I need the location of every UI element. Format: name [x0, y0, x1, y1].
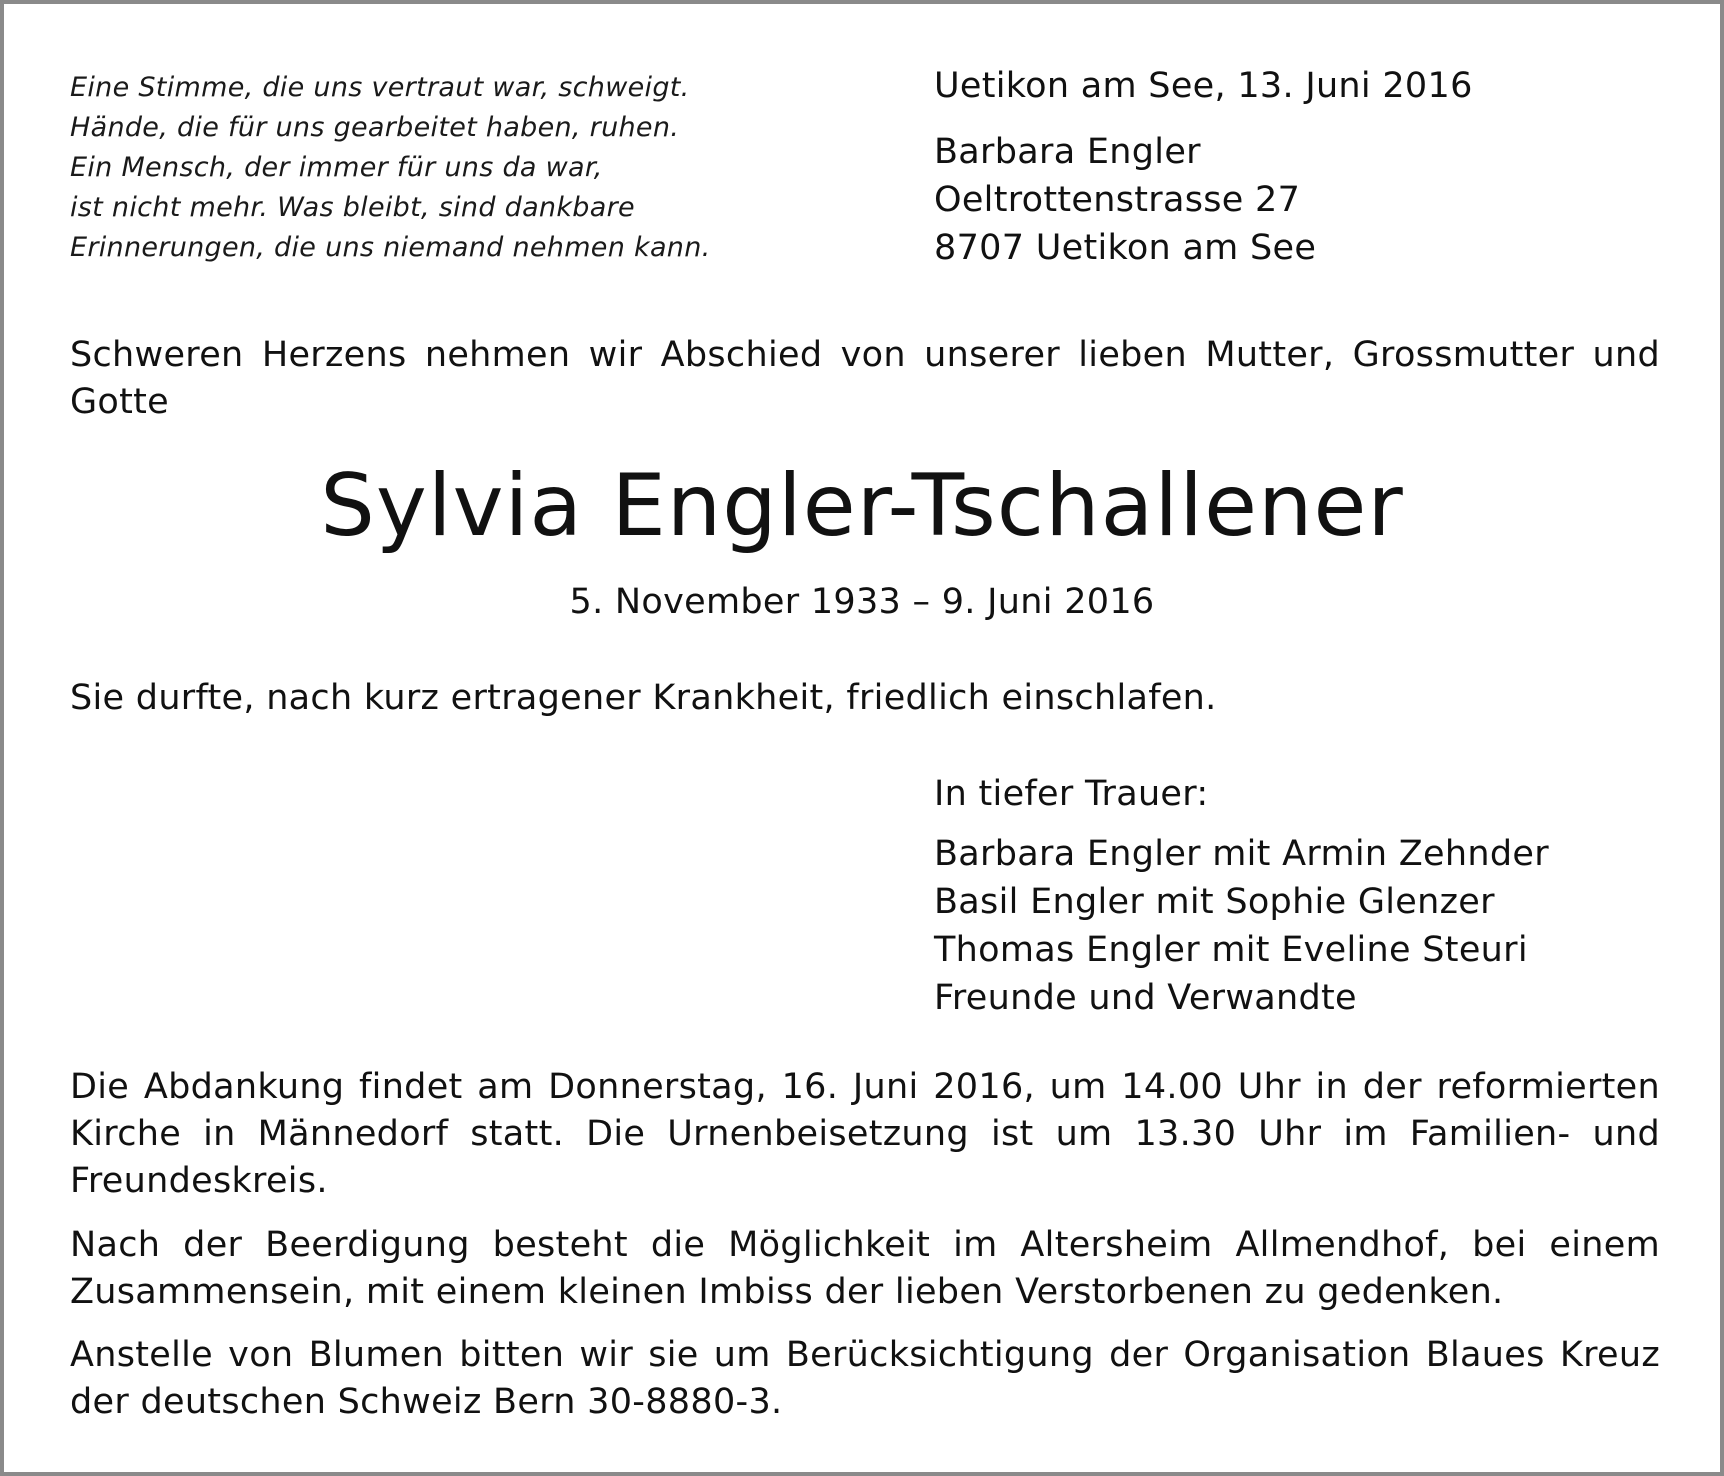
mourner-item: Freunde und Verwandte	[934, 978, 1357, 1018]
mourning-label: In tiefer Trauer:	[934, 774, 1209, 814]
life-dates: 5. November 1933 – 9. Juni 2016	[569, 582, 1155, 622]
address-name: Barbara Engler	[934, 132, 1201, 172]
service-paragraph: Die Abdankung findet am Donnerstag, 16. Juni 2016, um 14.00 Uhr in der reformierten Kirche in Männedorf statt. Die Urnenbeisetzung ist um 13.30 Uhr im Familien- und Freundeskreis.	[70, 1067, 1660, 1201]
donation-paragraph: Anstelle von Blumen bitten wir sie um Berücksichtigung der Organisation Blaues Kreuz der deutschen Schweiz Bern 30-8880-3.	[70, 1335, 1660, 1422]
mourner-item: Barbara Engler mit Armin Zehnder	[934, 834, 1549, 874]
address-city: 8707 Uetikon am See	[934, 228, 1317, 268]
mourners-list	[934, 830, 1549, 1022]
poem-line: Eine Stimme, die uns vertraut war, schweigt.	[70, 72, 690, 103]
place-date: Uetikon am See, 13. Juni 2016	[934, 66, 1473, 106]
address-street: Oeltrottenstrasse 27	[934, 180, 1301, 220]
mourner-item: Basil Engler mit Sophie Glenzer	[934, 882, 1495, 922]
passing-text: Sie durfte, nach kurz ertragener Krankheit, friedlich einschlafen.	[70, 678, 1217, 718]
deceased-name: Sylvia Engler-Tschallener	[320, 456, 1404, 556]
sender-address	[934, 128, 1316, 272]
mourner-item: Thomas Engler mit Eveline Steuri	[934, 930, 1528, 970]
gathering-paragraph: Nach der Beerdigung besteht die Möglichkeit im Altersheim Allmendhof, bei einem Zusammensein, mit einem kleinen Imbiss der lieben Verstorbenen zu gedenken.	[70, 1225, 1660, 1312]
poem-line: Ein Mensch, der immer für uns da war,	[70, 152, 603, 183]
memorial-poem	[70, 68, 890, 268]
poem-line: ist nicht mehr. Was bleibt, sind dankbare	[70, 192, 635, 223]
poem-line: Erinnerungen, die uns niemand nehmen kann.	[70, 232, 711, 263]
mourning-block	[934, 770, 1549, 1022]
intro-text: Schweren Herzens nehmen wir Abschied von unserer lieben Mutter, Grossmutter und Gotte	[70, 335, 1660, 422]
poem-line: Hände, die für uns gearbeitet haben, ruhen.	[70, 112, 680, 143]
